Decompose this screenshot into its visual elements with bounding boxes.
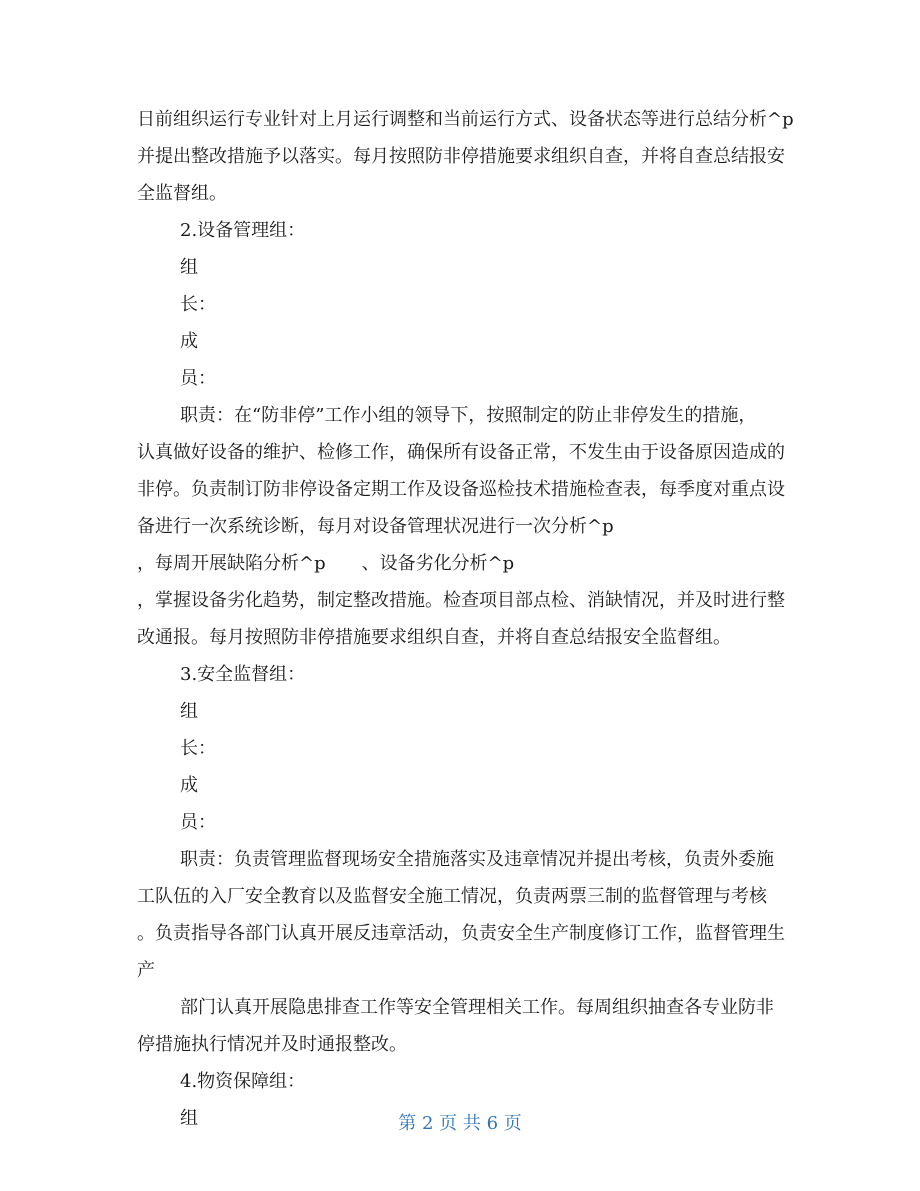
text-line: 工队伍的入厂安全教育以及监督安全施工情况，负责两票三制的监督管理与考核 bbox=[137, 886, 767, 907]
text-line: 员： bbox=[180, 368, 216, 389]
text-line: 成 bbox=[180, 331, 198, 352]
text-line: ，每周开展缺陷分析^p 、设备劣化分析^p bbox=[137, 553, 515, 574]
text-line: 产 bbox=[137, 960, 155, 981]
text-line: 并提出整改措施予以落实。每月按照防非停措施要求组织自查，并将自查总结报安 bbox=[137, 146, 785, 167]
text-line: 日前组织运行专业针对上月运行调整和当前运行方式、设备状态等进行总结分析^p bbox=[137, 109, 794, 130]
text-line: 停措施执行情况并及时通报整改。 bbox=[137, 1034, 407, 1055]
text-line: 。负责指导各部门认真开展反违章活动，负责安全生产制度修订工作，监督管理生 bbox=[137, 923, 785, 944]
text-line: 组 bbox=[180, 1108, 198, 1129]
text-line: 非停。负责制订防非停设备定期工作及设备巡检技术措施检查表，每季度对重点设 bbox=[137, 479, 785, 500]
text-line: 职责：在“防非停”工作小组的领导下，按照制定的防止非停发生的措施， bbox=[180, 405, 757, 426]
text-line: ，掌握设备劣化趋势，制定整改措施。检查项目部点检、消缺情况，并及时进行整 bbox=[137, 590, 785, 611]
text-line: 长： bbox=[180, 738, 216, 759]
section-heading: 4.物资保障组： bbox=[180, 1071, 306, 1092]
page-number-footer: 第 2 页 共 6 页 bbox=[398, 1113, 522, 1134]
text-line: 认真做好设备的维护、检修工作，确保所有设备正常，不发生由于设备原因造成的 bbox=[137, 442, 785, 463]
text-line: 改通报。每月按照防非停措施要求组织自查，并将自查总结报安全监督组。 bbox=[137, 627, 731, 648]
text-line: 组 bbox=[180, 257, 198, 278]
text-line: 全监督组。 bbox=[137, 183, 227, 204]
text-line: 长： bbox=[180, 294, 216, 315]
text-line: 备进行一次系统诊断，每月对设备管理状况进行一次分析^p bbox=[137, 516, 614, 537]
text-line: 部门认真开展隐患排查工作等安全管理相关工作。每周组织抽查各专业防非 bbox=[180, 997, 774, 1018]
text-line: 员： bbox=[180, 812, 216, 833]
text-line: 职责：负责管理监督现场安全措施落实及违章情况并提出考核，负责外委施 bbox=[180, 849, 774, 870]
section-heading: 2.设备管理组： bbox=[180, 220, 306, 241]
section-heading: 3.安全监督组： bbox=[180, 664, 306, 685]
text-line: 成 bbox=[180, 775, 198, 796]
text-line: 组 bbox=[180, 701, 198, 722]
